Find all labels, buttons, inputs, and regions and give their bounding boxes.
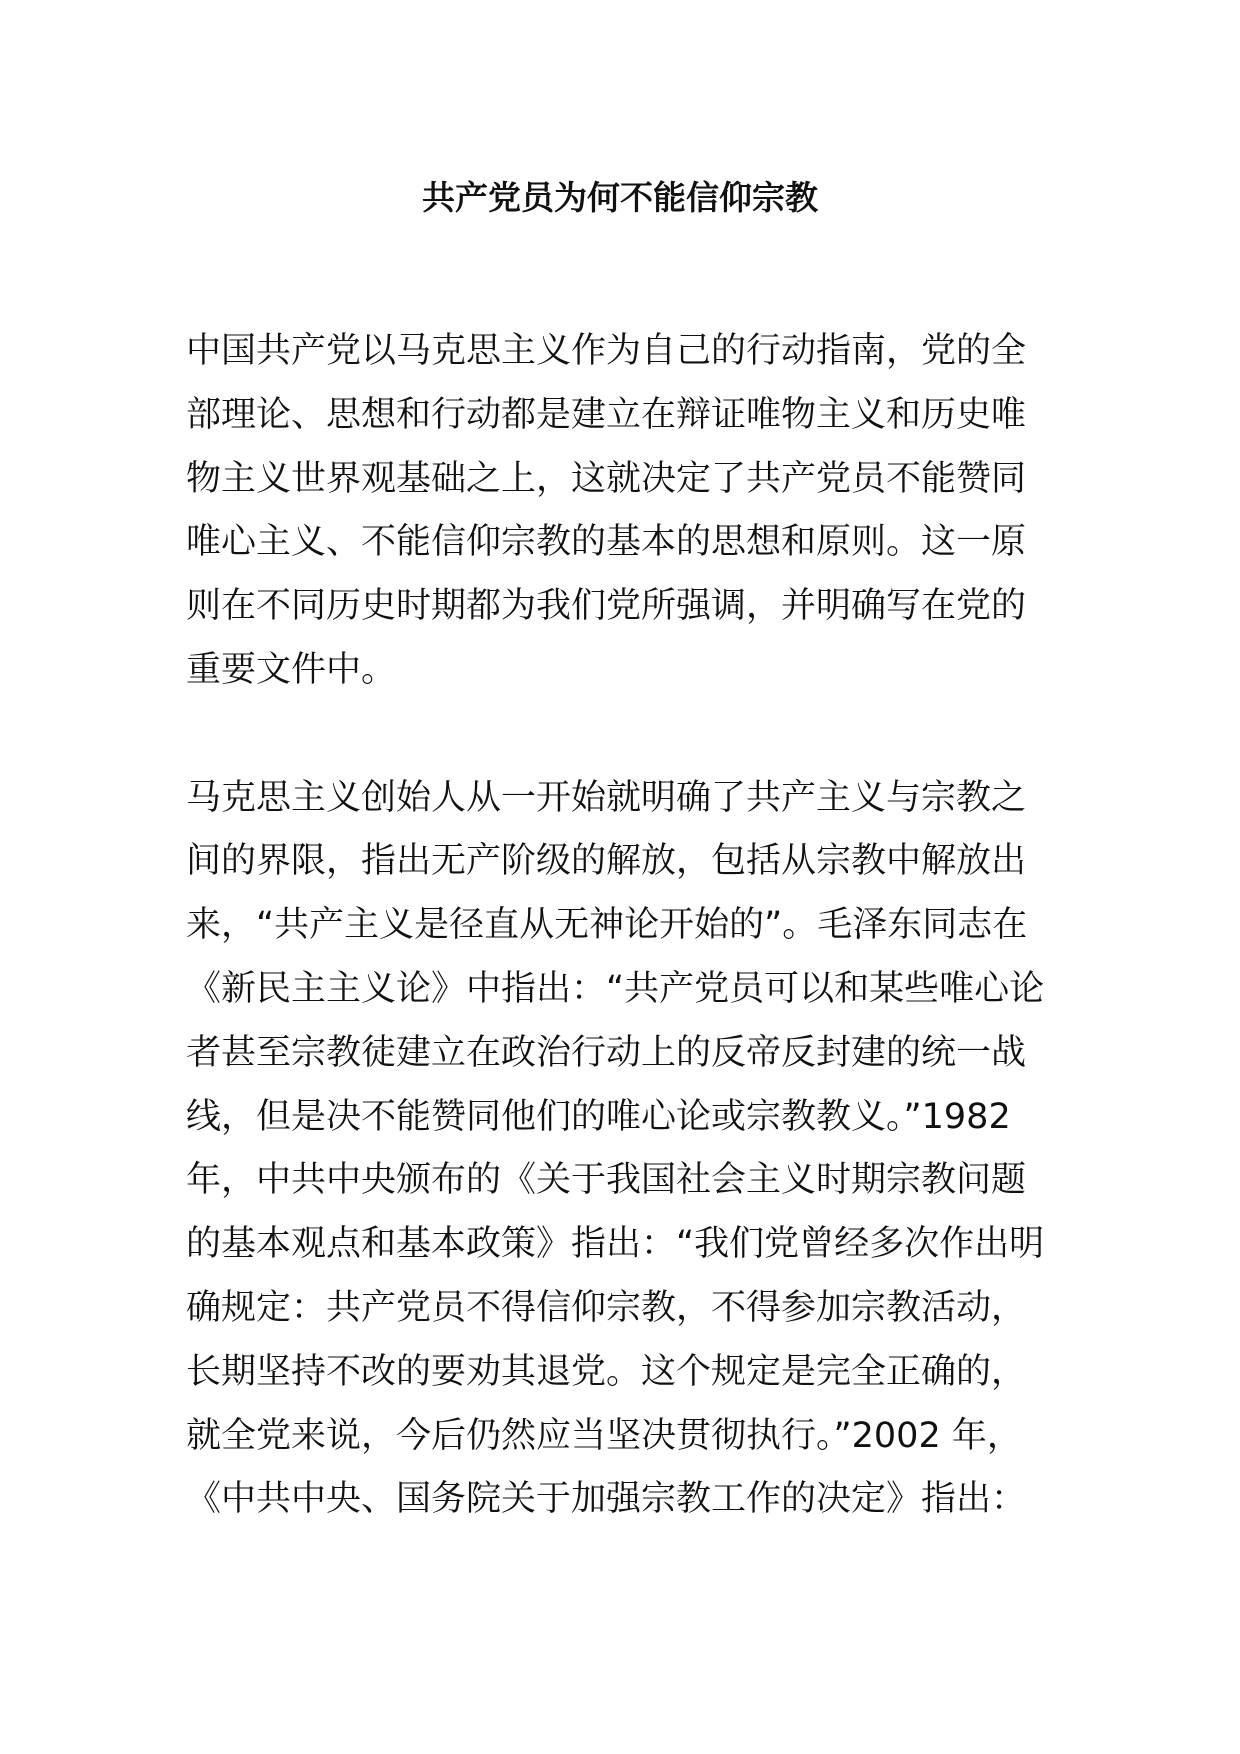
document-body (186, 320, 1056, 1532)
text-line: 确规定：共产党员不得信仰宗教，不得参加宗教活动， (186, 1287, 1027, 1328)
text-line: 则在不同历史时期都为我们党所强调，并明确写在党的 (186, 586, 1027, 627)
text-line: 年，中共中央颁布的《关于我国社会主义时期宗教问题 (186, 1160, 1027, 1201)
text-line: 马克思主义创始人从一开始就明确了共产主义与宗教之 (186, 777, 1027, 818)
text-line: 《新民主主义论》中指出：“共产党员可以和某些唯心论 (186, 968, 1045, 1009)
text-line: 《中共中央、国务院关于加强宗教工作的决定》指出： (186, 1479, 1027, 1520)
text-line: 间的界限，指出无产阶级的解放，包括从宗教中解放出 (186, 841, 1027, 882)
text-line: 来，“共产主义是径直从无神论开始的”。毛泽东同志在 (186, 905, 1028, 946)
paragraph-1 (186, 320, 1056, 703)
text-line: 部理论、思想和行动都是建立在辩证唯物主义和历史唯 (186, 394, 1027, 435)
text-line: 长期坚持不改的要劝其退党。这个规定是完全正确的， (186, 1351, 1027, 1392)
text-line: 中国共产党以马克思主义作为自己的行动指南，党的全 (186, 331, 1027, 371)
document-title: 共产党员为何不能信仰宗教 (422, 178, 818, 217)
text-line: 重要文件中。 (186, 649, 397, 690)
text-line: 物主义世界观基础之上，这就决定了共产党员不能赞同 (186, 458, 1027, 499)
text-line: 线，但是决不能赞同他们的唯心论或宗教教义。”1982 (186, 1096, 1011, 1137)
text-line: 者甚至宗教徒建立在政治行动上的反帝反封建的统一战 (186, 1032, 1027, 1073)
text-line: 的基本观点和基本政策》指出：“我们党曾经多次作出明 (186, 1224, 1045, 1265)
text-line: 就全党来说，今后仍然应当坚决贯彻执行。”2002 年， (186, 1415, 1022, 1456)
paragraph-2 (186, 767, 1056, 1533)
text-line: 唯心主义、不能信仰宗教的基本的思想和原则。这一原 (186, 522, 1027, 563)
